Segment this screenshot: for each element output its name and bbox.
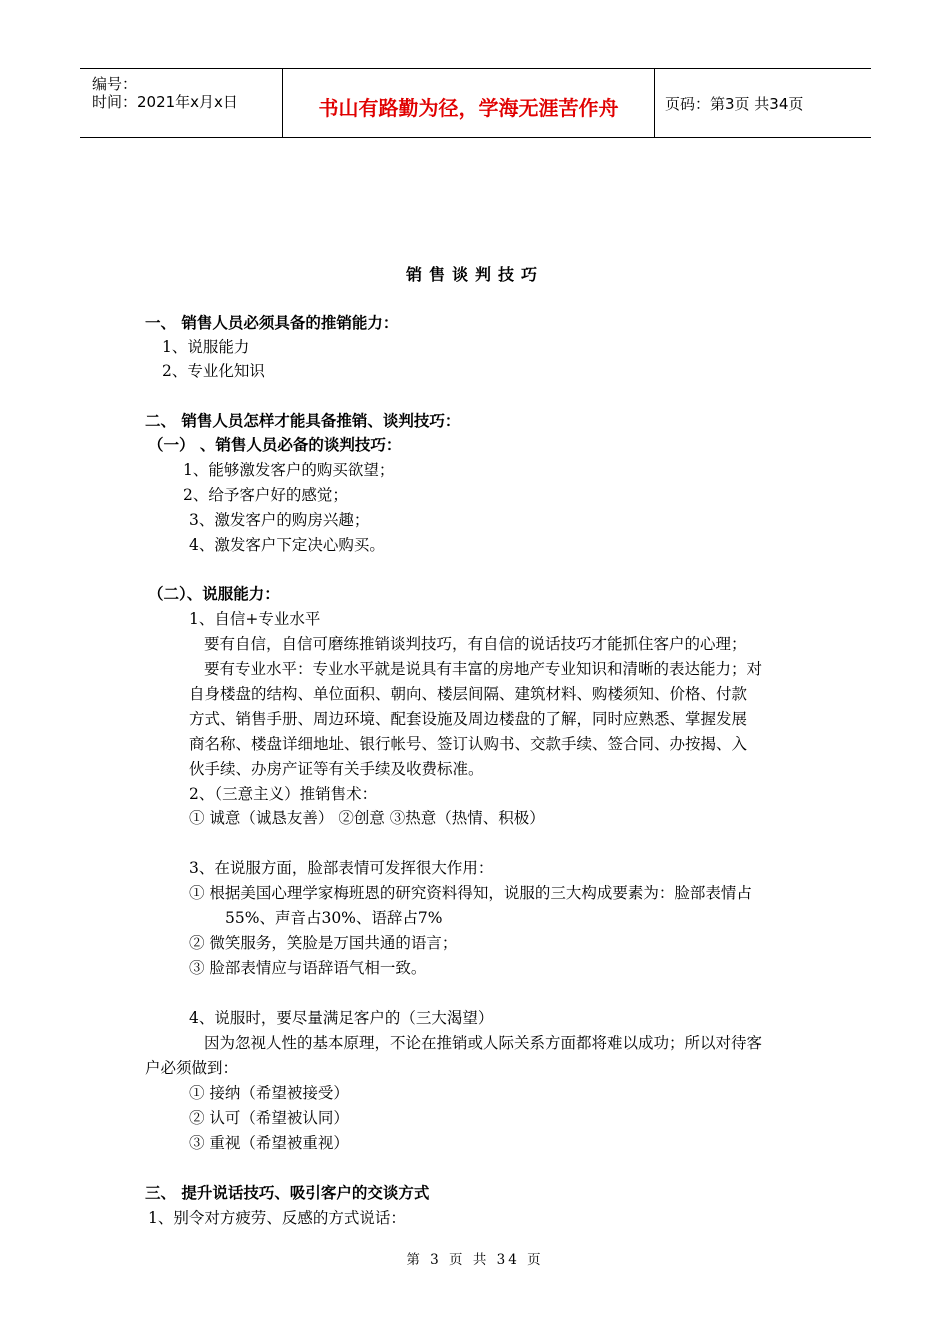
list-item: ① 诚意（诚恳友善） ②创意 ③热意（热情、积极）	[189, 809, 545, 827]
paragraph-line: 要有自信，自信可磨练推销谈判技巧，有自信的说话技巧才能抓住客户的心理；	[204, 635, 747, 653]
list-item: 3、激发客户的购房兴趣；	[189, 511, 370, 529]
paragraph-line: 自身楼盘的结构、单位面积、朝向、楼层间隔、建筑材料、购楼须知、价格、付款	[189, 685, 748, 703]
list-item: 2、专业化知识	[162, 362, 265, 380]
header-middle-cell	[283, 69, 655, 137]
code-label: 编号：	[92, 75, 138, 93]
paragraph-line: 因为忽视人性的基本原理，不论在推销或人际关系方面都将难以成功；所以对待客	[204, 1034, 763, 1052]
paragraph-line: 方式、销售手册、周边环境、配套设施及周边楼盘的了解，同时应熟悉、掌握发展	[189, 710, 748, 728]
section-heading-1: 一、 销售人员必须具备的推销能力：	[145, 313, 399, 332]
list-item: 4、说服时，要尽量满足客户的（三大渴望）	[189, 1009, 494, 1027]
page-footer: 第 3 页 共 34 页	[406, 1252, 544, 1268]
section-heading-3: 三、 提升说话技巧、吸引客户的交谈方式	[145, 1183, 430, 1202]
paragraph-line: 55%、声音占30%、语辞占7%	[225, 909, 443, 927]
motto: 书山有路勤为径，学海无涯苦作舟	[318, 96, 619, 120]
list-item: ② 微笑服务，笑脸是万国共通的语言；	[189, 934, 458, 952]
list-item: 1、能够激发客户的购买欲望；	[183, 461, 395, 479]
section-heading-2: 二、 销售人员怎样才能具备推销、谈判技巧：	[145, 411, 461, 430]
list-item: 3、在说服方面，脸部表情可发挥很大作用：	[189, 859, 494, 877]
page-info: 页码：第3页 共34页	[665, 95, 804, 113]
time-label: 时间：2021年x月x日	[92, 93, 238, 111]
list-item: 1、说服能力	[162, 338, 250, 356]
paragraph-line: 伙手续、办房产证等有关手续及收费标准。	[189, 760, 484, 778]
list-item: 2、给予客户好的感觉；	[183, 486, 348, 504]
paragraph-line: 户必须做到：	[145, 1059, 239, 1077]
list-item: 2、（三意主义）推销售术：	[189, 785, 378, 803]
list-item: 4、激发客户下定决心购买。	[189, 536, 385, 554]
document-title: 销售谈判技巧	[405, 265, 544, 284]
list-item: 1、别令对方疲劳、反感的方式说话：	[148, 1209, 406, 1227]
paragraph-line: 要有专业水平：专业水平就是说具有丰富的房地产专业知识和清晰的表达能力；对	[204, 660, 763, 678]
list-item: 1、自信+专业水平	[189, 610, 321, 628]
subsection-heading-1: （一） 、销售人员必备的谈判技巧：	[148, 435, 402, 454]
header-right-cell	[655, 69, 871, 137]
list-item: ② 认可（希望被认同）	[189, 1109, 349, 1127]
header-left-cell	[80, 69, 283, 137]
list-item: ① 接纳（希望被接受）	[189, 1084, 349, 1102]
subsection-heading-2: （二）、说服能力：	[148, 584, 280, 603]
paragraph-line: ① 根据美国心理学家梅班恩的研究资料得知，说服的三大构成要素为：脸部表情占	[189, 884, 752, 902]
paragraph-line: 商名称、楼盘详细地址、银行帐号、签订认购书、交款手续、签合同、办按揭、入	[189, 735, 748, 753]
header-table	[80, 68, 871, 138]
list-item: ③ 脸部表情应与语辞语气相一致。	[189, 959, 427, 977]
list-item: ③ 重视（希望被重视）	[189, 1134, 349, 1152]
